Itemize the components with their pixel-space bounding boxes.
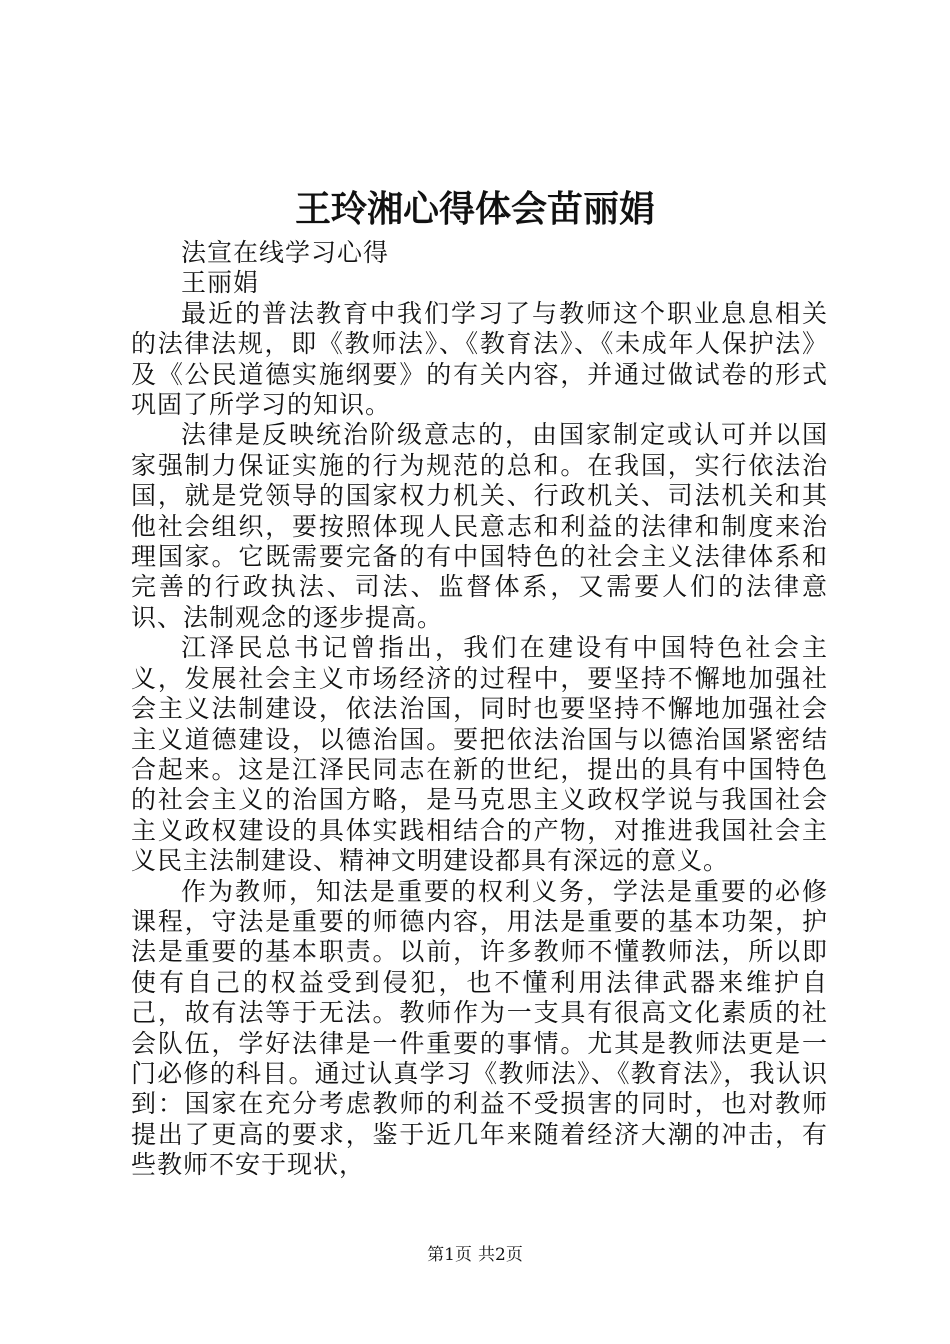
body-paragraph-2: 法律是反映统治阶级意志的，由国家制定或认可并以国家强制力保证实施的行为规范的总和。在我国，实行依法治国，就是党领导的国家权力机关、行政机关、司法机关和其他社会组织，要按照体现人民意志和利益的法律和制度来治理国家。它既需要完备的有中国特色的社会主义法律体系和完善的行政执法、司法、监督体系，又需要人们的法律意识、法制观念的逐步提高。: [131, 420, 828, 632]
document-author: 王丽娟: [181, 268, 260, 298]
body-paragraph-3: 江泽民总书记曾指出，我们在建设有中国特色社会主义，发展社会主义市场经济的过程中，要坚持不懈地加强社会主义法制建设，依法治国，同时也要坚持不懈地加强社会主义道德建设，以德治国。要把依法治国与以德治国紧密结合起来。这是江泽民同志在新的世纪，提出的具有中国特色的社会主义的治国方略，是马克思主义政权学说与我国社会主义政权建设的具体实践相结合的产物，对推进我国社会主义民主法制建设、精神文明建设都具有深远的意义。: [131, 633, 828, 876]
page-total: 共2页: [478, 1245, 523, 1265]
document-body: [131, 238, 828, 1181]
document-subtitle: 法宣在线学习心得: [181, 238, 390, 267]
body-paragraph-1: 最近的普法教育中我们学习了与教师这个职业息息相关的法律法规，即《教师法》、《教育法》、《未成年人保护法》及《公民道德实施纲要》的有关内容，并通过做试卷的形式巩固了所学习的知识。: [131, 298, 828, 420]
page-number: 第1页: [427, 1245, 472, 1265]
page-footer: [0, 1243, 950, 1267]
document-title: 王玲湘心得体会苗丽娟: [294, 188, 655, 230]
body-paragraph-4: 作为教师，知法是重要的权利义务，学法是重要的必修课程，守法是重要的师德内容，用法是重要的基本功架，护法是重要的基本职责。以前，许多教师不懂教师法，所以即使有自己的权益受到侵犯，也不懂利用法律武器来维护自己，故有法等于无法。教师作为一支具有很高文化素质的社会队伍，学好法律是一件重要的事情。尤其是教师法更是一门必修的科目。通过认真学习《教师法》、《教育法》，我认识到：国家在充分考虑教师的利益不受损害的同时，也对教师提出了更高的要求，鉴于近几年来随着经济大潮的冲击，有些教师不安于现状，: [131, 876, 828, 1180]
